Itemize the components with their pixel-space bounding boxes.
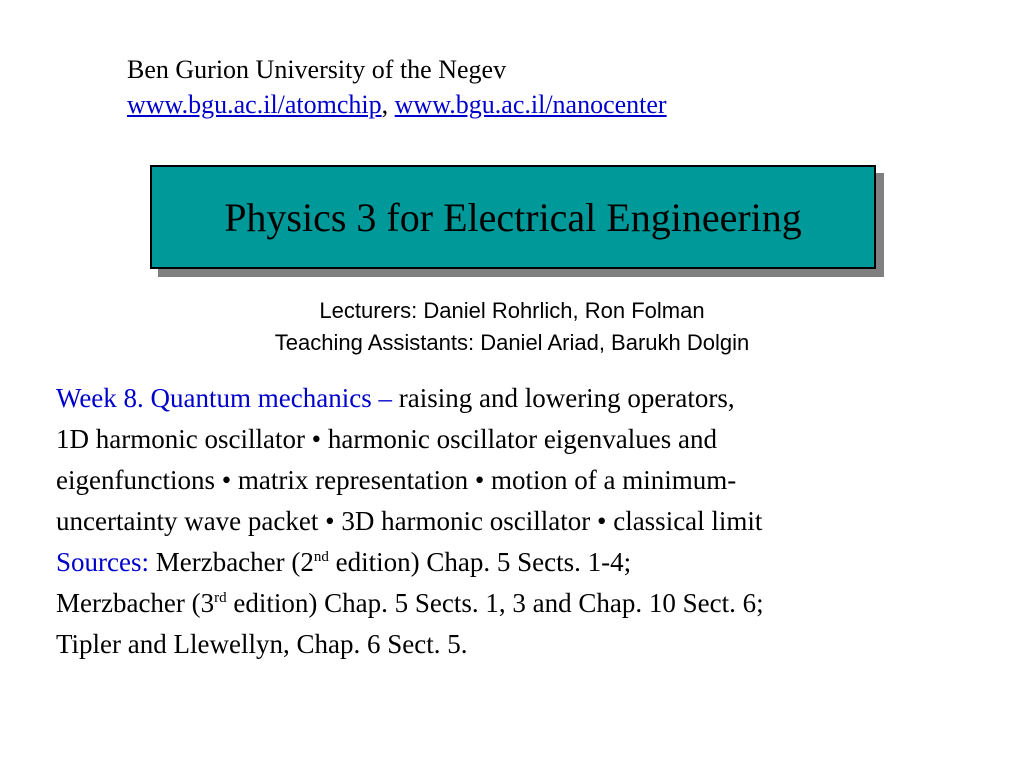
title-box (150, 165, 876, 269)
sources-line-3: Tipler and Llewellyn, Chap. 6 Sect. 5. (56, 629, 468, 659)
university-name: Ben Gurion University of the Negev (127, 55, 507, 84)
staff-block (0, 295, 1024, 359)
week-line-2: 1D harmonic oscillator • harmonic oscillator eigenvalues and (56, 424, 717, 454)
week-label: Week 8. Quantum mechanics – (56, 383, 392, 413)
week-line-4: uncertainty wave packet • 3D harmonic oscillator • classical limit (56, 506, 763, 536)
page-title: Physics 3 for Electrical Engineering (224, 194, 802, 240)
week-line-3: eigenfunctions • matrix representation • motion of a minimum- (56, 465, 737, 495)
sources-line-1 (56, 542, 1006, 583)
assistants-line: Teaching Assistants: Daniel Ariad, Barukh Dolgin (274, 330, 750, 355)
header-links (127, 87, 667, 122)
course-content (56, 378, 1006, 665)
sources-line-2 (56, 583, 1006, 624)
source-1-pre: Merzbacher (2 (148, 547, 314, 577)
sources-label: Sources: (56, 547, 149, 577)
link-separator: , (381, 90, 389, 119)
source-1-sup: nd (313, 549, 329, 565)
week-line-1 (56, 378, 1006, 419)
lecturers-line: Lecturers: Daniel Rohrlich, Ron Folman (319, 298, 705, 323)
source-1-post: edition) Chap. 5 Sects. 1-4; (328, 547, 632, 577)
source-2-pre: Merzbacher (3 (56, 588, 215, 618)
source-2-post: edition) Chap. 5 Sects. 1, 3 and Chap. 10 Sect. 6; (226, 588, 764, 618)
nanocenter-link[interactable]: www.bgu.ac.il/nanocenter (394, 90, 667, 119)
source-2-sup: rd (214, 590, 227, 606)
header-block (127, 52, 667, 122)
atomchip-link[interactable]: www.bgu.ac.il/atomchip (127, 90, 382, 119)
week-topics-1: raising and lowering operators, (391, 383, 735, 413)
